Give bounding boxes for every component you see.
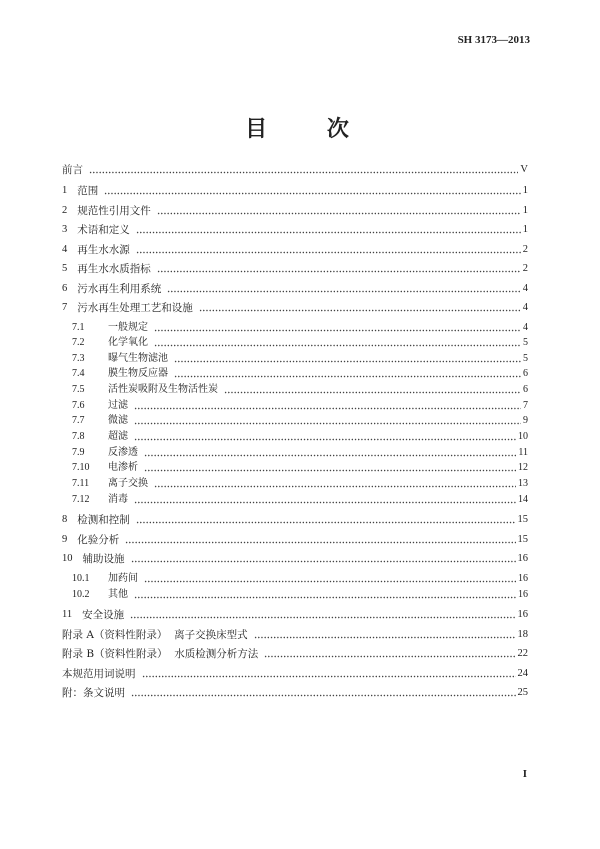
toc-entry[interactable] — [62, 647, 528, 661]
toc-entry[interactable] — [72, 446, 528, 460]
dot-leader — [144, 454, 516, 457]
dot-leader — [136, 231, 521, 234]
toc-entry-number: 7.2 — [72, 337, 85, 348]
toc-entry-page: 15 — [517, 534, 528, 545]
toc-entry[interactable] — [62, 667, 528, 681]
toc-entry-label: 污水再生利用系统 — [77, 283, 162, 295]
toc-entry-page: 11 — [518, 447, 528, 458]
page-title: 目 次 — [245, 116, 375, 142]
toc-entry-label: 安全设施 — [82, 609, 125, 621]
toc-entry-number: 10.1 — [72, 573, 90, 584]
toc-entry-page: 10 — [518, 431, 528, 442]
toc-entry[interactable] — [72, 352, 528, 366]
dot-leader — [130, 616, 515, 619]
toc-entry[interactable] — [62, 608, 528, 622]
dot-leader — [174, 360, 521, 363]
dot-leader — [134, 422, 521, 425]
dot-leader — [264, 655, 515, 658]
toc-entry-page: V — [520, 164, 528, 175]
dot-leader — [157, 270, 521, 273]
toc-entry-label: 附录 A（资料性附录） 离子交换床型式 — [62, 629, 248, 641]
toc-entry-label: 前言 — [62, 164, 83, 176]
dot-leader — [154, 329, 521, 332]
dot-leader — [144, 469, 516, 472]
toc-entry-number: 7 — [62, 302, 68, 313]
standard-number: SH 3173—2013 — [457, 34, 530, 46]
toc-entry-page: 6 — [523, 384, 528, 395]
toc-entry-label: 曝气生物滤池 — [108, 353, 168, 364]
toc-entry[interactable] — [72, 383, 528, 397]
toc-entry-page: 6 — [523, 368, 528, 379]
dot-leader — [134, 596, 516, 599]
toc-entry[interactable] — [72, 336, 528, 350]
toc-entry-page: 16 — [517, 553, 528, 564]
dot-leader — [89, 171, 518, 174]
toc-entry-page: 25 — [517, 687, 528, 698]
toc-entry[interactable] — [72, 321, 528, 335]
toc-entry-label: 范围 — [77, 185, 99, 197]
toc-entry-page: 5 — [523, 337, 528, 348]
toc-entry-label: 电渗析 — [108, 462, 138, 473]
toc-entry[interactable] — [72, 493, 528, 507]
toc-entry-page: 22 — [517, 648, 528, 659]
toc-entry-label: 附：条文说明 — [62, 687, 125, 699]
toc-entry[interactable] — [62, 628, 528, 642]
toc-entry[interactable] — [62, 282, 528, 296]
toc-entry-label: 消毒 — [108, 494, 128, 505]
toc-entry-label: 加药间 — [108, 573, 138, 584]
toc-entry-number: 9 — [62, 534, 68, 545]
toc-entry-page: 1 — [522, 185, 528, 196]
toc-entry-label: 检测和控制 — [77, 514, 130, 526]
page-number: I — [522, 768, 527, 780]
toc-entry-number: 7.3 — [72, 353, 85, 364]
dot-leader — [254, 636, 516, 639]
dot-leader — [136, 251, 521, 254]
dot-leader — [134, 501, 516, 504]
toc-entry-label: 再生水水质指标 — [77, 263, 151, 275]
toc-entry[interactable] — [62, 686, 528, 700]
toc-entry-label: 过滤 — [108, 400, 128, 411]
toc-entry-number: 10.2 — [72, 589, 90, 600]
toc-entry-label: 其他 — [108, 589, 128, 600]
dot-leader — [199, 309, 521, 312]
toc-entry-number: 1 — [62, 185, 68, 196]
dot-leader — [134, 438, 516, 441]
toc-entry[interactable] — [72, 430, 528, 444]
toc-entry-page: 2 — [522, 263, 528, 274]
toc-entry[interactable] — [62, 223, 528, 237]
dot-leader — [136, 521, 516, 524]
toc-entry-page: 1 — [522, 205, 528, 216]
toc-entry-number: 7.11 — [72, 478, 90, 489]
toc-entry-label: 污水再生处理工艺和设施 — [77, 302, 193, 314]
toc-entry-page: 2 — [522, 244, 528, 255]
toc-entry-number: 7.5 — [72, 384, 85, 395]
toc-entry[interactable] — [72, 461, 528, 475]
toc-entry[interactable] — [62, 243, 528, 257]
dot-leader — [131, 560, 516, 563]
dot-leader — [142, 675, 516, 678]
toc-entry-page: 16 — [518, 589, 528, 600]
toc-entry-page: 4 — [522, 283, 528, 294]
toc-entry-number: 4 — [62, 244, 68, 255]
toc-entry-number: 2 — [62, 205, 68, 216]
toc-entry-number: 6 — [62, 283, 68, 294]
toc-entry-page: 13 — [518, 478, 528, 489]
toc-entry-page: 5 — [523, 353, 528, 364]
toc-entry-label: 化验分析 — [77, 534, 120, 546]
toc-entry-page: 16 — [518, 573, 528, 584]
toc-entry-number: 7.12 — [72, 494, 90, 505]
toc-entry-label: 再生水水源 — [77, 244, 130, 256]
toc-entry-page: 16 — [517, 609, 528, 620]
toc-entry-number: 8 — [62, 514, 68, 525]
dot-leader — [144, 580, 516, 583]
toc-entry[interactable] — [72, 414, 528, 428]
toc-entry-number: 7.1 — [72, 322, 85, 333]
toc-entry-label: 辅助设施 — [82, 553, 125, 565]
toc-entry-page: 1 — [522, 224, 528, 235]
toc-entry-label: 一般规定 — [108, 322, 148, 333]
dot-leader — [104, 192, 521, 195]
toc-entry[interactable] — [72, 572, 528, 586]
toc-entry[interactable] — [62, 262, 528, 276]
toc-entry[interactable] — [72, 367, 528, 381]
toc-entry[interactable] — [62, 204, 528, 218]
toc-entry-number: 7.10 — [72, 462, 90, 473]
toc-entry-page: 7 — [523, 400, 528, 411]
toc-entry[interactable] — [62, 513, 528, 527]
toc-entry-number: 7.8 — [72, 431, 85, 442]
toc-entry[interactable] — [62, 301, 528, 315]
toc-entry-page: 12 — [518, 462, 528, 473]
toc-entry-label: 化学氧化 — [108, 337, 148, 348]
toc-entry-label: 微滤 — [108, 415, 128, 426]
toc-entry-page: 4 — [523, 322, 528, 333]
toc-entry[interactable] — [72, 477, 528, 491]
toc-entry[interactable] — [62, 533, 528, 547]
toc-entry[interactable] — [62, 552, 528, 566]
toc-entry-number: 7.7 — [72, 415, 85, 426]
toc-entry-page: 18 — [517, 629, 528, 640]
toc-entry[interactable] — [72, 588, 528, 602]
dot-leader — [154, 344, 521, 347]
toc-entry-number: 7.6 — [72, 400, 85, 411]
dot-leader — [224, 391, 521, 394]
toc-entry[interactable] — [62, 184, 528, 198]
toc-entry-label: 膜生物反应器 — [108, 368, 168, 379]
toc-entry-page: 9 — [523, 415, 528, 426]
toc-entry-number: 10 — [62, 553, 73, 564]
toc-entry-label: 超滤 — [108, 431, 128, 442]
dot-leader — [174, 375, 521, 378]
toc-entry-label: 附录 B（资料性附录） 水质检测分析方法 — [62, 648, 259, 660]
dot-leader — [154, 485, 516, 488]
toc-entry-page: 15 — [517, 514, 528, 525]
toc-entry-number: 7.9 — [72, 447, 85, 458]
dot-leader — [125, 541, 515, 544]
toc-entry-label: 术语和定义 — [77, 224, 130, 236]
toc-entry[interactable] — [72, 399, 528, 413]
toc-entry-label: 本规范用词说明 — [62, 668, 136, 680]
toc-entry-label: 离子交换 — [108, 478, 148, 489]
toc-entry-number: 5 — [62, 263, 68, 274]
toc-entry[interactable] — [62, 163, 528, 177]
dot-leader — [131, 694, 516, 697]
dot-leader — [134, 407, 521, 410]
toc-entry-number: 11 — [62, 609, 73, 620]
toc-entry-page: 14 — [518, 494, 528, 505]
toc-entry-number: 3 — [62, 224, 68, 235]
toc-entry-label: 活性炭吸附及生物活性炭 — [108, 384, 218, 395]
toc-entry-label: 反渗透 — [108, 447, 138, 458]
dot-leader — [157, 212, 521, 215]
toc-entry-number: 7.4 — [72, 368, 85, 379]
toc-entry-label: 规范性引用文件 — [77, 205, 151, 217]
toc-entry-page: 24 — [517, 668, 528, 679]
dot-leader — [167, 290, 521, 293]
toc-entry-page: 4 — [522, 302, 528, 313]
